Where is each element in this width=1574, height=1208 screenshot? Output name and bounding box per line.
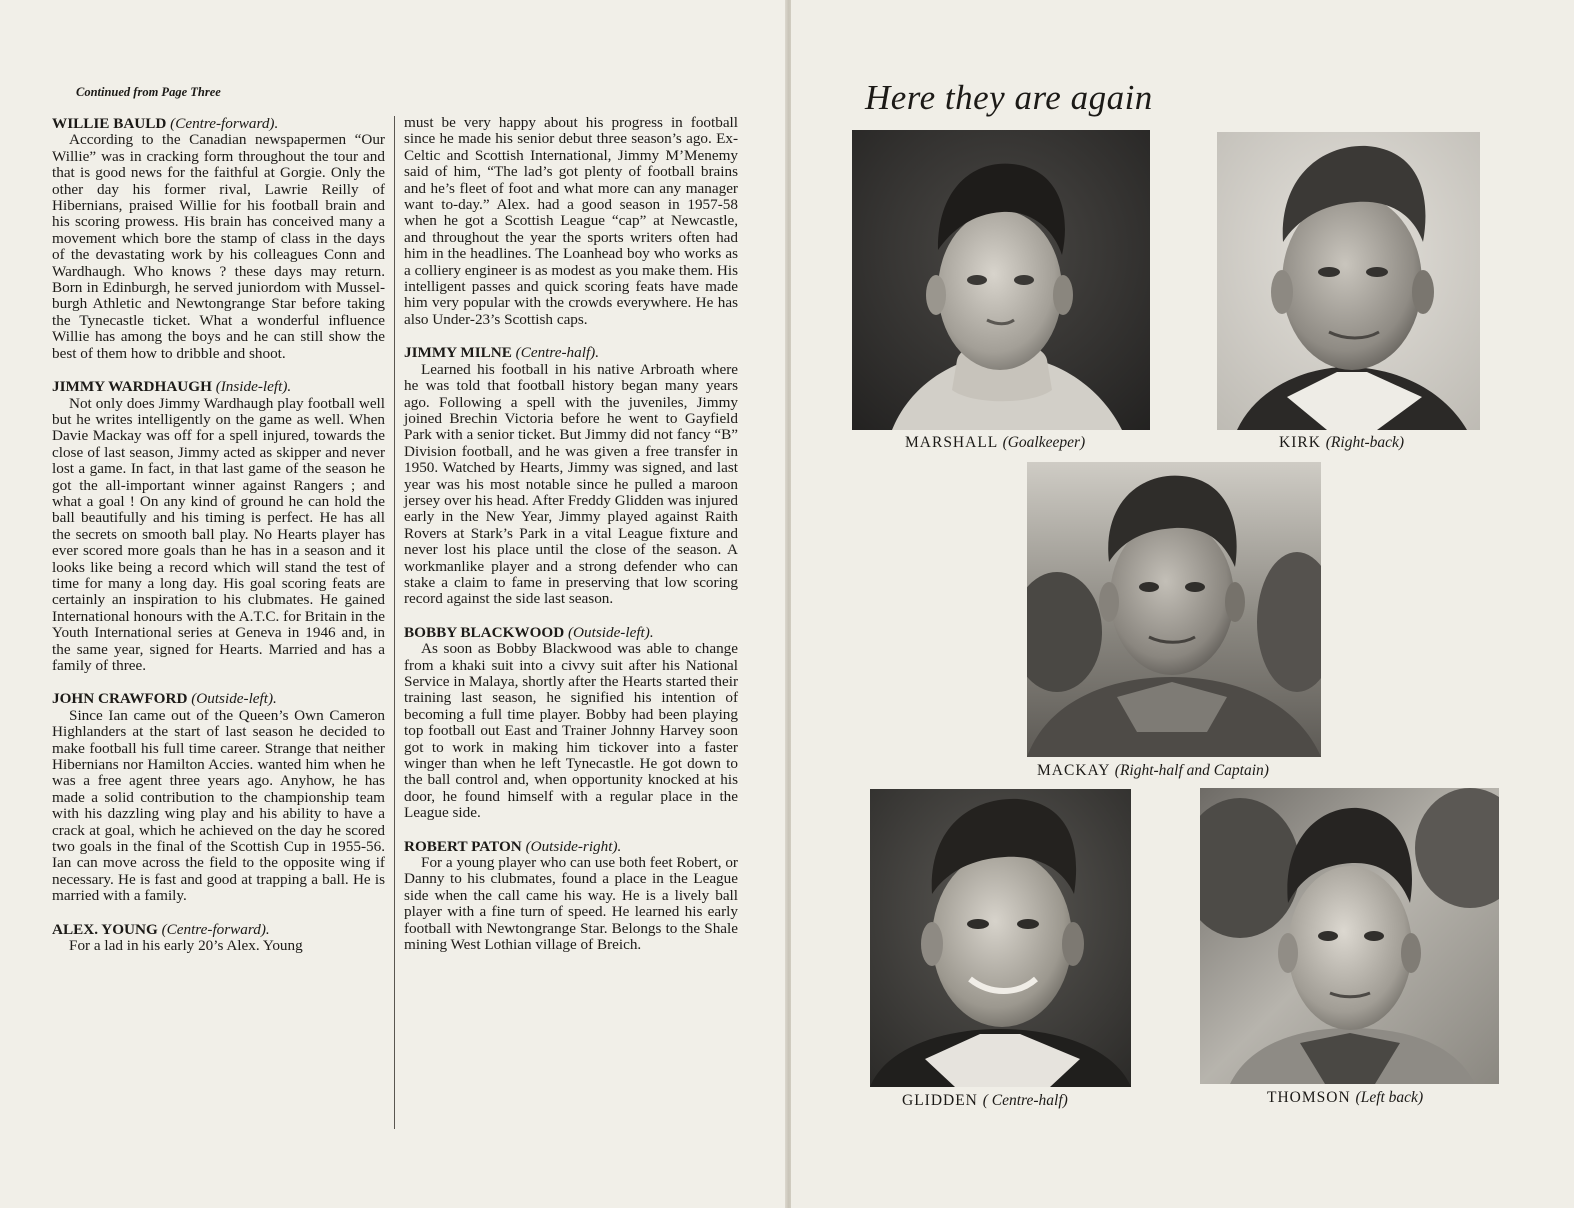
article-body: Since Ian came out of the Queen’s Own Cameron Highlanders at the start of last season he decided to make football his full time career. Strange that neither Hibernians nor Hamilton Accies. wanted him when he was a free agent three years ago. Anyhow, he has made a solid contribution to the championship team with his dazzling wing play and his ability to have a crack at goal, which he achieved on the day he scored two goals in the final of the Scottish Cup in 1955-56. Ian can move across the field to the opposite wing if necessary. He is fast and good at trapping a ball. He is married with a family. (52, 706, 385, 905)
caption-thomson: THOMSON (Left back) (1267, 1089, 1424, 1106)
player-photo-kirk (1217, 132, 1480, 430)
article-body: As soon as Bobby Blackwood was able to change from a khaki suit into a civvy suit after his National Service in Malaya, shortly after the Hearts started their training last season, he signified his intention of becoming a full time player. Bobby had been playing top football out East and Trainer Johnny Harvey soon got to work in making him tickover into a faster winger than when he left Tynecastle. He got down to the ball control and, when opportunity knocked at his door, he found himself with a regular place in the League side. (404, 640, 738, 822)
column-rule (394, 116, 395, 1129)
article-heading: WILLIE BAULD (Centre-forward). (52, 115, 279, 132)
article-heading: JIMMY WARDHAUGH (Inside-left). (52, 378, 292, 396)
column-1 (52, 116, 385, 955)
portrait-image (1027, 462, 1321, 757)
caption-kirk: KIRK (Right-back) (1279, 434, 1405, 451)
page-headline: Here they are again (865, 78, 1153, 117)
article-heading: ROBERT PATON (Outside-right). (404, 837, 622, 855)
continued-note: Continued from Page Three (76, 85, 221, 99)
article-heading: JIMMY MILNE (Centre-half). (404, 344, 600, 362)
column-2 (404, 115, 738, 954)
article-body: Not only does Jimmy Wardhaugh play football well but he writes intelligently on the game as well. When Davie Mackay was off for a spell injured, towards the close of last season, Jimmy acted as skipper and never lost a game. In fact, in that last game of the season he got the all-important winner against Rangers ; and what a goal ! On any kind of ground he can hold the ball beautifully and his timing is perfect. He has all the secrets on smooth ball play. No Hearts player has ever scored more goals than he has in a season and it looks like being a record which will stand the test of time for many a long day. His goal scoring feats are certainly an inspiration to his clubmates. He gained International honours with the A.T.C. for Britain in the Youth International series at Geneva in 1946 and, in the same year, signed for Hearts. Married and has a family of three. (52, 394, 385, 674)
caption-glidden: GLIDDEN ( Centre-half) (902, 1092, 1068, 1109)
caption-marshall: MARSHALL (Goalkeeper) (905, 434, 1086, 451)
player-photo-marshall (852, 130, 1150, 430)
article-body: For a lad in his early 20’s Alex. Young (69, 937, 303, 955)
player-photo-thomson (1200, 788, 1499, 1084)
article-body: For a young player who can use both feet Robert, or Danny to his clubmates, found a place in the League side when the call came his way. He is a lively ball player with a fine turn of speed. He learned his early football with Newtongrange Star. Belongs to the Shale mining West Lothian village of Breich. (404, 854, 738, 954)
caption-mackay: MACKAY (Right-half and Captain) (1037, 762, 1269, 779)
portrait-image (1217, 132, 1480, 430)
article-body: According to the Canadian newspapermen “Our Willie” was in cracking form throughout the tour and that is good news for the faithful at Gorgie. Only the other day his former rival, Lawrie Reilly of Hibernians, praised Willie for his football brain and his scoring prowess. His brain has conceived many a movement which bore the stamp of class in the days of the devastating work by his colleagues Conn and Wardhaugh. Who knows ? these days may return. Born in Edinburgh, he served juniordom with Musselburgh Athletic and Newtongrange Star before taking the Tynecastle ticket. What a wonderful influence Willie has among the boys and he can still show the best of them how to dribble and shoot. (52, 131, 385, 362)
article-heading: JOHN CRAWFORD (Outside-left). (52, 690, 277, 708)
article-heading: ALEX. YOUNG (Centre-forward). (52, 920, 270, 938)
portrait-image (1200, 788, 1499, 1084)
player-photo-mackay (1027, 462, 1321, 757)
portrait-image (852, 130, 1150, 430)
article-continuation: must be very happy about his progress in football since he made his senior debut three season’s ago. Ex-Celtic and Scottish International, Jimmy M’Menemy said of him, “The lad’s got plenty of football brains and he’s fleet of foot and what more can any manager want to-day.” Alex. had a good season in 1957-58 when he got a Scottish League “cap” at Newcastle, and throughout the year the sports writers often had him in the headlines. The Loanhead boy who works as a colliery engineer is as modest as you make them. His intelligent passes and quick scoring feats have made him very popular with the crowds everywhere. He has also Under-23’s Scottish caps. (404, 114, 738, 328)
article-body: Learned his football in his native Arbroath where he was told that football history began many years ago. Following a spell with the juveniles, Jimmy joined Brechin Victoria before he went to Gayfield Park with a senior ticket. But Jimmy did not fancy “B” Division football, and he was given a free transfer in 1950. Watched by Hearts, Jimmy was signed, and last year was his most notable since he pulled a maroon jersey over his head. After Freddy Glidden was injured early in the New Year, Jimmy played against Raith Rovers at Stark’s Park in a vital League fixture and never lost his place until the close of the season. A workmanlike player and a strong defender who can stake a claim to fame in preserving that low scoring record against the side last season. (404, 360, 738, 608)
portrait-image (870, 789, 1131, 1087)
article-heading: BOBBY BLACKWOOD (Outside-left). (404, 623, 654, 641)
player-photo-glidden (870, 789, 1131, 1087)
